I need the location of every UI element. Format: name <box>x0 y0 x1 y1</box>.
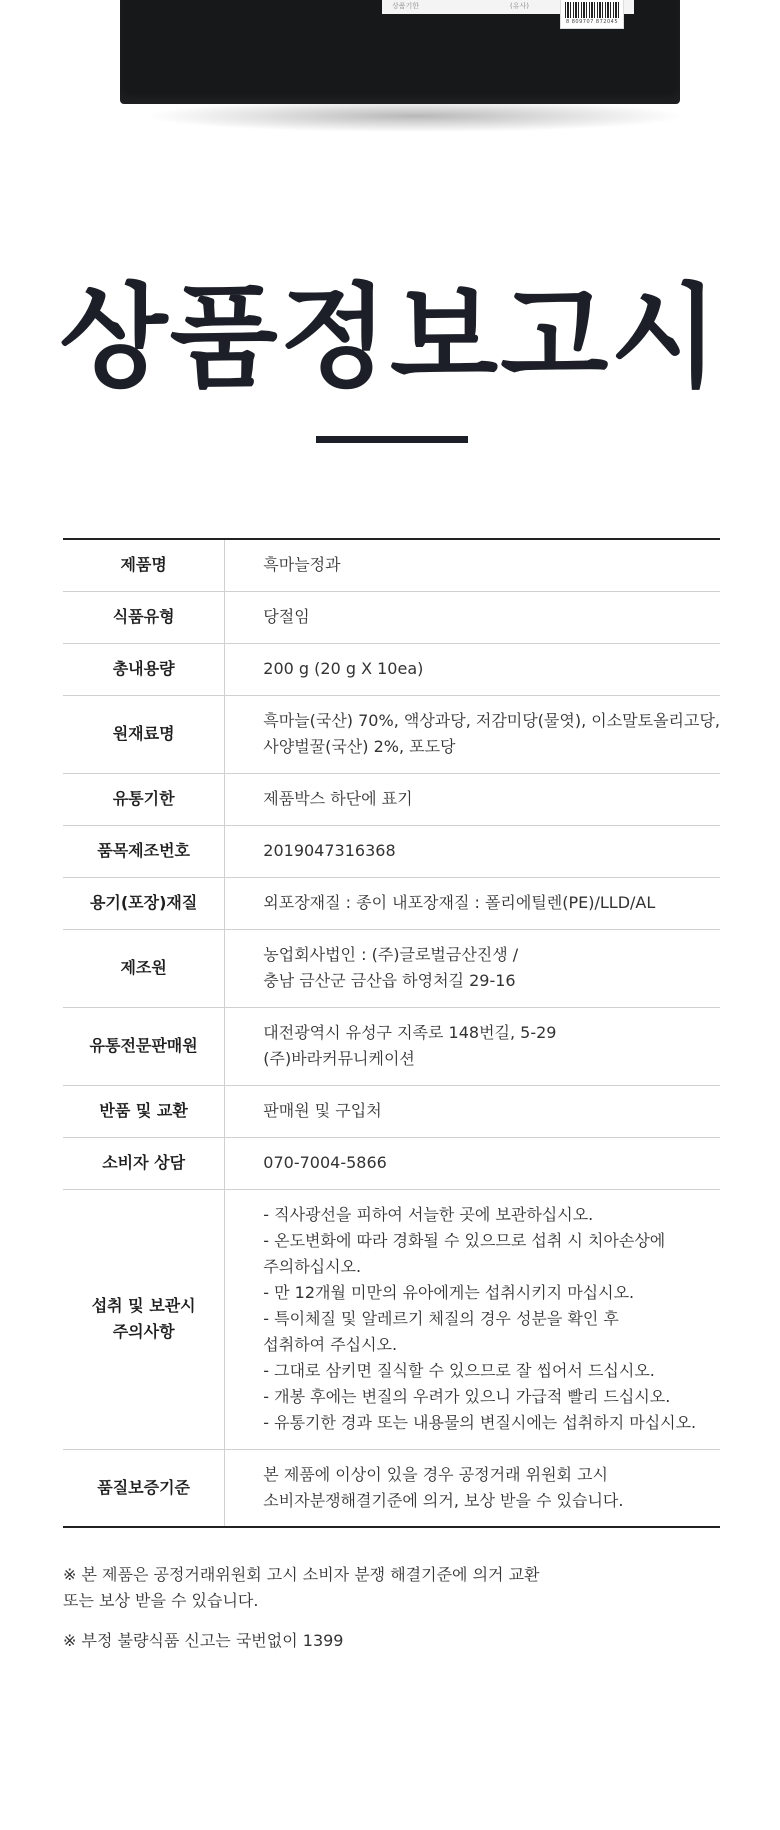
row-value-expiry <box>225 773 720 825</box>
product-box-image <box>120 0 680 104</box>
footnote-line: ※ 부정 불량식품 신고는 국번없이 1399 <box>63 1631 344 1650</box>
row-value-line: 외포장재질 : 종이 내포장재질 : 폴리에틸렌(PE)/LLD/AL <box>263 893 656 912</box>
row-value-quality-guarantee <box>225 1449 720 1527</box>
row-value-line: - 직사광선을 피하여 서늘한 곳에 보관하십시오. <box>263 1205 594 1224</box>
table-row-distributor <box>63 1007 720 1085</box>
table-row-ingredients <box>63 695 720 773</box>
box-label-right: (유사) <box>510 2 529 10</box>
title-underline <box>316 436 468 443</box>
page-title: 상품정보고시 <box>59 273 721 403</box>
table-row-returns <box>63 1085 720 1137</box>
row-value-food-type <box>225 591 720 643</box>
row-value-line: - 그대로 삼키면 질식할 수 있으므로 잘 씹어서 드십시오. <box>263 1361 655 1380</box>
row-label-packaging-material: 용기(포장)재질 <box>63 877 225 929</box>
footnote-line: 또는 보상 받을 수 있습니다. <box>63 1591 259 1610</box>
row-label-returns: 반품 및 교환 <box>63 1085 225 1137</box>
row-label-manufacturer: 제조원 <box>63 929 225 1007</box>
footnotes <box>63 1562 723 1668</box>
row-label-product-name: 제품명 <box>63 539 225 591</box>
row-value-line: - 만 12개월 미만의 유아에게는 섭취시키지 마십시오. <box>263 1283 635 1302</box>
product-info-table <box>63 538 720 1528</box>
row-label-line: 주의사항 <box>112 1322 175 1341</box>
row-value-line: 070-7004-5866 <box>263 1153 387 1172</box>
row-value-ingredients <box>225 695 720 773</box>
table-row-product-name <box>63 539 720 591</box>
row-label-quality-guarantee: 품질보증기준 <box>63 1449 225 1527</box>
row-value-packaging-material <box>225 877 720 929</box>
table-row-manufacturer <box>63 929 720 1007</box>
row-value-line: (주)바라커뮤니케이션 <box>263 1049 415 1068</box>
footnote <box>63 1562 723 1614</box>
row-value-item-report-number <box>225 825 720 877</box>
row-label-ingredients: 원재료명 <box>63 695 225 773</box>
row-value-line: 농업회사법인 : (주)글로벌금산진생 / <box>263 945 519 964</box>
row-value-line: - 특이체질 및 알레르기 체질의 경우 성분을 확인 후 <box>263 1309 619 1328</box>
box-label-left: 상품기한 <box>392 2 420 10</box>
table-row-precautions <box>63 1189 720 1449</box>
table-row-item-report-number <box>63 825 720 877</box>
row-label-item-report-number: 품목제조번호 <box>63 825 225 877</box>
table-row-quality-guarantee <box>63 1449 720 1527</box>
row-label-food-type: 식품유형 <box>63 591 225 643</box>
row-value-line: 흑마늘(국산) 70%, 액상과당, 저감미당(물엿), 이소말토올리고당, <box>263 711 720 730</box>
row-value-line: 본 제품에 이상이 있을 경우 공정거래 위원회 고시 <box>263 1464 609 1484</box>
row-label-line: 섭취 및 보관시 <box>91 1296 196 1315</box>
barcode-number: 8 809707 872045 <box>565 19 619 25</box>
row-value-line: 흑마늘정과 <box>263 555 341 575</box>
row-value-precautions <box>225 1189 720 1449</box>
row-value-line: 200 g (20 g X 10ea) <box>263 659 424 678</box>
barcode <box>560 0 624 29</box>
product-box-shadow <box>150 100 680 132</box>
table-row-consumer-consultation <box>63 1137 720 1189</box>
row-label-distributor: 유통전문판매원 <box>63 1007 225 1085</box>
row-value-manufacturer <box>225 929 720 1007</box>
row-value-line: 2019047316368 <box>263 841 396 860</box>
row-label-precautions <box>63 1189 225 1449</box>
row-value-line: - 유통기한 경과 또는 내용물의 변질시에는 섭취하지 마십시오. <box>263 1413 697 1432</box>
row-value-line: 소비자분쟁해결기준에 의거, 보상 받을 수 있습니다. <box>263 1490 624 1510</box>
row-value-returns <box>225 1085 720 1137</box>
footnote-line: ※ 본 제품은 공정거래위원회 고시 소비자 분쟁 해결기준에 의거 교환 <box>63 1565 540 1584</box>
row-value-line: 제품박스 하단에 표기 <box>263 789 413 808</box>
row-value-line: - 온도변화에 따라 경화될 수 있으므로 섭취 시 치아손상에 <box>263 1231 666 1250</box>
table-row-expiry <box>63 773 720 825</box>
row-value-line: 판매원 및 구입처 <box>263 1101 382 1120</box>
row-value-line: 사양벌꿀(국산) 2%, 포도당 <box>263 737 456 756</box>
row-value-line: - 개봉 후에는 변질의 우려가 있으니 가급적 빨리 드십시오. <box>263 1387 671 1406</box>
row-label-total-volume: 총내용량 <box>63 643 225 695</box>
table-row-total-volume <box>63 643 720 695</box>
footnote <box>63 1628 723 1654</box>
row-label-consumer-consultation: 소비자 상담 <box>63 1137 225 1189</box>
row-value-line: 대전광역시 유성구 지족로 148번길, 5-29 <box>263 1023 557 1042</box>
row-value-product-name <box>225 539 720 591</box>
table-row-packaging-material <box>63 877 720 929</box>
row-value-distributor <box>225 1007 720 1085</box>
row-value-line: 섭취하여 주십시오. <box>263 1335 398 1354</box>
row-value-total-volume <box>225 643 720 695</box>
barcode-bars <box>565 2 619 18</box>
row-value-line: 충남 금산군 금산읍 하영처길 29-16 <box>263 971 516 990</box>
row-value-line: 주의하십시오. <box>263 1257 362 1276</box>
row-value-line: 당절임 <box>263 607 310 626</box>
table-row-food-type <box>63 591 720 643</box>
row-label-expiry: 유통기한 <box>63 773 225 825</box>
row-value-consumer-consultation <box>225 1137 720 1189</box>
